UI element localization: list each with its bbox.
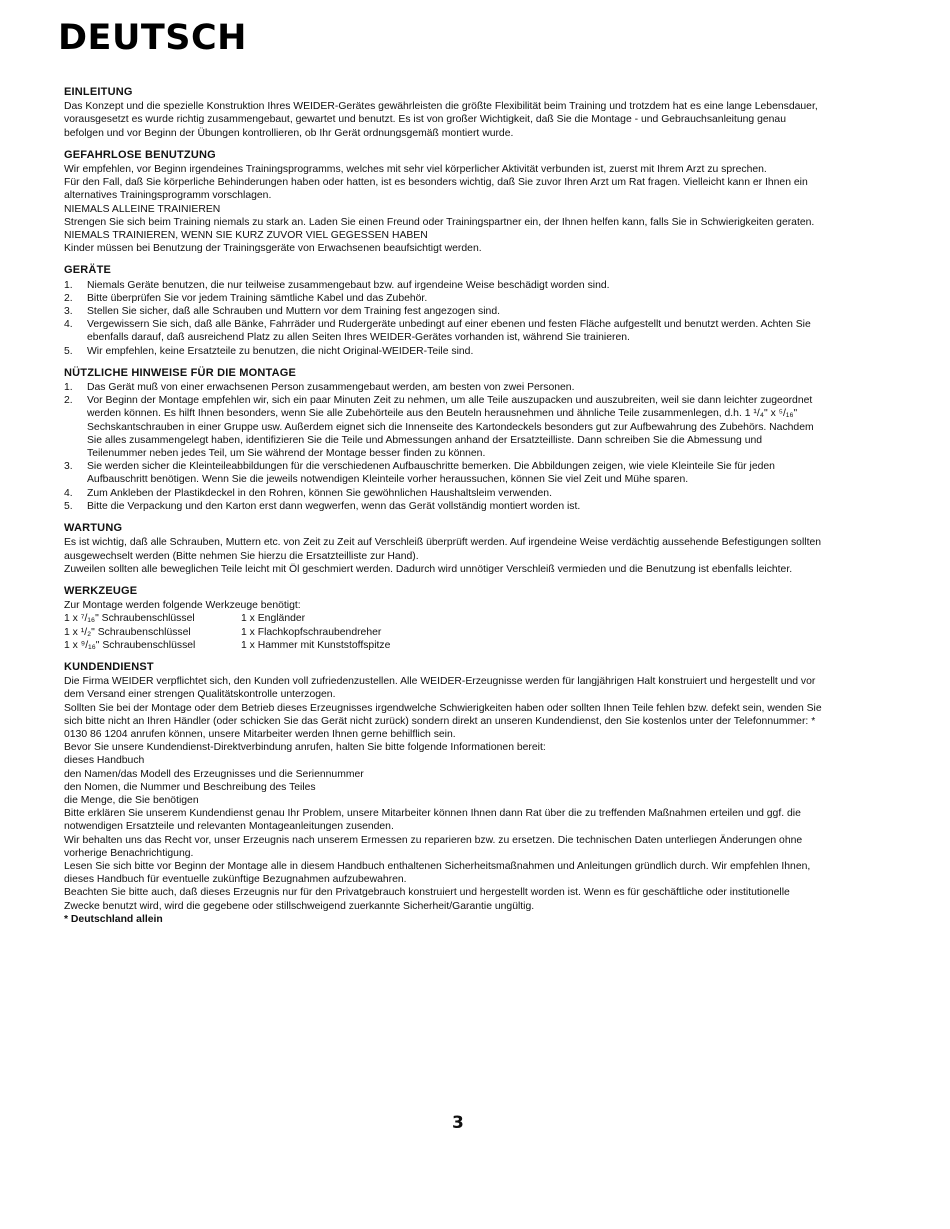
list-text: Vergewissern Sie sich, daß alle Bänke, Fahrräder und Rudergeräte unbedingt auf einer ebenen und festen Fläche aufgestellt und benutzt werden. Achten Sie ebenfalls darauf, daß ausreichend Platz zu allen Seiten Ihres WEIDER-Gerätes vorhanden ist, während Sie trainieren.	[87, 319, 811, 344]
list-number: 5.	[64, 500, 73, 512]
list-text: Sie werden sicher die Kleinteileabbildungen für die verschiedenen Aufbauschritte bemerken. Die Abbildungen zeigen, wie viele Kleinteile Sie für jeden Aufbauschritt benötigen. Wenn Sie die jeweils notwendigen Kleinteile vorher heraussuchen, können Sie viel Zeit und Mühe sparen.	[87, 461, 775, 486]
paragraph: Zuweilen sollten alle beweglichen Teile leicht mit Öl geschmiert werden. Dadurch wird unnötiger Verschleiß vermieden und die Benutzung ist ebenfalls leichter.	[64, 563, 793, 575]
warning-line: NIEMALS ALLEINE TRAINIEREN	[64, 203, 221, 215]
list-number: 1.	[64, 279, 73, 291]
list-number: 2.	[64, 292, 73, 304]
list-item	[64, 318, 824, 344]
section-heading: KUNDENDIENST	[64, 660, 154, 673]
list-number: 4.	[64, 487, 73, 499]
paragraph: Sollten Sie bei der Montage oder dem Betrieb dieses Erzeugnisses irgendwelche Schwierigkeiten haben oder sollten Ihnen Teile fehlen bzw. defekt sein, wenden Sie sich bitte nicht an Ihren Händler (oder schicken Sie das Gerät nicht zurück) sondern direkt an unseren Kundendienst, den Sie kostenlos unter der Telefonnummer: * 0130 86 1204 anrufen können, unsere Mitarbeiter werden Ihnen gerne behilflich sein.	[64, 702, 822, 740]
list-number: 3.	[64, 461, 73, 473]
list-item	[64, 345, 824, 358]
section-werkzeuge	[64, 585, 824, 652]
paragraph: Für den Fall, daß Sie körperliche Behinderungen haben oder hatten, ist es besonders wichtig, daß Sie zuvor Ihren Arzt um Rat fragen. Vielleicht kann er Ihnen ein alternatives Trainingsprogramm vorschlagen.	[64, 177, 808, 202]
paragraph: Es ist wichtig, daß alle Schrauben, Muttern etc. von Zeit zu Zeit auf Verschleiß überprüft werden. Auf irgendeine Weise verdächtig aussehende Befestigungen sollten ausgewechselt werden (Bitte nehmen Sie hierzu die Ersatzteilliste zur Hand).	[64, 537, 822, 562]
footnote: * Deutschland allein	[64, 913, 163, 925]
section-einleitung	[64, 86, 824, 140]
section-geraete	[64, 264, 824, 357]
tool-item: 1 x ¹/₂" Schraubenschlüssel	[64, 626, 191, 638]
section-heading: WARTUNG	[64, 522, 123, 535]
list-text: Bitte die Verpackung und den Karton erst dann wegwerfen, wenn das Gerät vollständig montiert worden ist.	[87, 500, 581, 512]
tool-item: 1 x Flachkopfschraubendreher	[241, 626, 382, 638]
list-item	[64, 460, 824, 486]
tool-item: 1 x ⁷/₁₆" Schraubenschlüssel	[64, 613, 195, 625]
paragraph: Die Firma WEIDER verpflichtet sich, den Kunden voll zufriedenzustellen. Alle WEIDER-Erzeugnisse werden für langjährigen Halt konstruiert und hergestellt und vor dem Versand einer strengen Qualitätskontrolle unterzogen.	[64, 676, 816, 701]
tool-item: 1 x Engländer	[241, 613, 306, 625]
paragraph: Wir behalten uns das Recht vor, unser Erzeugnis nach unserem Ermessen zu reparieren bzw. zu ersetzen. Die technischen Daten unterliegen Änderungen ohne vorherige Benachrichtigung.	[64, 834, 803, 859]
info-line: den Namen/das Modell des Erzeugnisses und die Seriennummer	[64, 768, 364, 780]
page-number: 3	[452, 1113, 464, 1133]
paragraph: Wir empfehlen, vor Beginn irgendeines Trainingsprogramms, welches mit sehr viel körperlicher Aktivität verbunden ist, zuerst mit Ihrem Arzt zu sprechen.	[64, 164, 767, 176]
list-item	[64, 500, 824, 513]
list-text: Niemals Geräte benutzen, die nur teilweise zusammengebaut bzw. auf irgendeine Weise beschädigt worden sind.	[87, 279, 610, 291]
list-number: 1.	[64, 382, 73, 394]
numbered-list	[64, 279, 824, 358]
list-text: Das Gerät muß von einer erwachsenen Person zusammengebaut werden, am besten von zwei Personen.	[87, 382, 575, 394]
section-kundendienst	[64, 661, 824, 926]
section-heading: GEFAHRLOSE BENUTZUNG	[64, 148, 216, 161]
tool-item: 1 x ⁹/₁₆" Schraubenschlüssel	[64, 639, 196, 651]
paragraph: Bevor Sie unsere Kundendienst-Direktverbindung anrufen, halten Sie bitte folgende Informationen bereit:	[64, 742, 546, 754]
paragraph: Strengen Sie sich beim Training niemals zu stark an. Laden Sie einen Freund oder Trainingspartner ein, der Ihnen helfen kann, falls Sie in Schwierigkeiten geraten.	[64, 216, 815, 228]
paragraph: Lesen Sie sich bitte vor Beginn der Montage alle in diesem Handbuch enthaltenen Sicherheitsmaßnahmen und Anleitungen gründlich durch. Wir empfehlen Ihnen, dieses Handbuch für eventuelle zukünftige Bezugnahmen aufzubewahren.	[64, 860, 811, 886]
document-body	[64, 86, 824, 935]
list-text: Bitte überprüfen Sie vor jedem Training sämtliche Kabel und das Zubehör.	[87, 292, 428, 304]
list-number: 2.	[64, 395, 73, 407]
paragraph: Das Konzept und die spezielle Konstruktion Ihres WEIDER-Gerätes gewährleisten die größte Flexibilität beim Training und trotzdem hat es eine lange Lebensdauer, vorausgesetzt es wurde richtig zusammengebaut, gewartet und benutzt. Es ist von großer Wichtigkeit, daß Sie die Montage - und Gebrauchsanleitung genau befolgen und vor Beginn der Übungen kontrollieren, ob Ihr Gerät ordnungsgemäß montiert wurde.	[64, 101, 818, 139]
section-montage-hinweise	[64, 367, 824, 513]
info-line: die Menge, die Sie benötigen	[64, 794, 199, 806]
list-item	[64, 394, 824, 460]
section-wartung	[64, 522, 824, 576]
info-line: den Nomen, die Nummer und Beschreibung des Teiles	[64, 781, 316, 793]
section-gefahrlose-benutzung	[64, 149, 824, 256]
list-text: Stellen Sie sicher, daß alle Schrauben und Muttern vor dem Training fest angezogen sind.	[87, 306, 500, 318]
list-text: Wir empfehlen, keine Ersatzteile zu benutzen, die nicht Original-WEIDER-Teile sind.	[87, 345, 474, 357]
page-title: DEUTSCH	[58, 18, 247, 58]
tools-list	[64, 612, 824, 652]
list-number: 4.	[64, 319, 73, 331]
info-line: dieses Handbuch	[64, 755, 145, 767]
paragraph: Zur Montage werden folgende Werkzeuge benötigt:	[64, 600, 301, 612]
section-heading: GERÄTE	[64, 264, 112, 277]
list-number: 3.	[64, 306, 73, 318]
list-number: 5.	[64, 345, 73, 357]
list-text: Zum Ankleben der Plastikdeckel in den Rohren, können Sie gewöhnlichen Haushaltsleim verwenden.	[87, 487, 552, 499]
list-item	[64, 279, 824, 292]
paragraph: Beachten Sie bitte auch, daß dieses Erzeugnis nur für den Privatgebrauch konstruiert und hergestellt worden ist. Wenn es für geschäftliche oder institutionelle Zwecke benutzt wird, wird die gegebene oder stillschweigend zuerkannte Sicherheit/Garantie ungültig.	[64, 887, 790, 912]
paragraph: Bitte erklären Sie unserem Kundendienst genau Ihr Problem, unsere Mitarbeiter können Ihnen dann Rat über die zu treffenden Maßnahmen erteilen und ggf. die notwendigen Ersatzteile und relevanten Montageanleitungen zusenden.	[64, 808, 801, 833]
section-heading: EINLEITUNG	[64, 86, 133, 98]
list-item	[64, 487, 824, 500]
list-item	[64, 381, 824, 394]
warning-line: NIEMALS TRAINIEREN, WENN SIE KURZ ZUVOR VIEL GEGESSEN HABEN	[64, 230, 428, 242]
tool-item: 1 x Hammer mit Kunststoffspitze	[241, 639, 391, 651]
list-item	[64, 292, 824, 305]
section-heading: WERKZEUGE	[64, 584, 138, 597]
paragraph: Kinder müssen bei Benutzung der Trainingsgeräte von Erwachsenen beaufsichtigt werden.	[64, 243, 482, 255]
list-text: Vor Beginn der Montage empfehlen wir, sich ein paar Minuten Zeit zu nehmen, um alle Teile auszupacken und auszubreiten, weil sie dann leichter zugeordnet werden können. Es hilft Ihnen besonders, wenn Sie alle Zubehörteile aus den Beuteln herausnehmen und ähnliche Teile zusammenlegen, d.h. 1 ¹/₄" x ⁵/₁₆" Sechskantschrauben in einer Gruppe usw. Außerdem eignet sich die Innenseite des Kartondeckels besonders gut zur Aufbewahrung des Zubehörs. Nachdem Sie alles zusammengelegt haben, identifizieren Sie die Teile und Abmessungen anhand der Ersatzteilliste. Dann schreiben Sie die Abmessung und Teilenummer neben jedes Teil, um Sie während der Montage besser finden zu können.	[87, 395, 814, 460]
numbered-list	[64, 381, 824, 513]
list-item	[64, 305, 824, 318]
section-heading: NÜTZLICHE HINWEISE FÜR DIE MONTAGE	[64, 366, 297, 379]
